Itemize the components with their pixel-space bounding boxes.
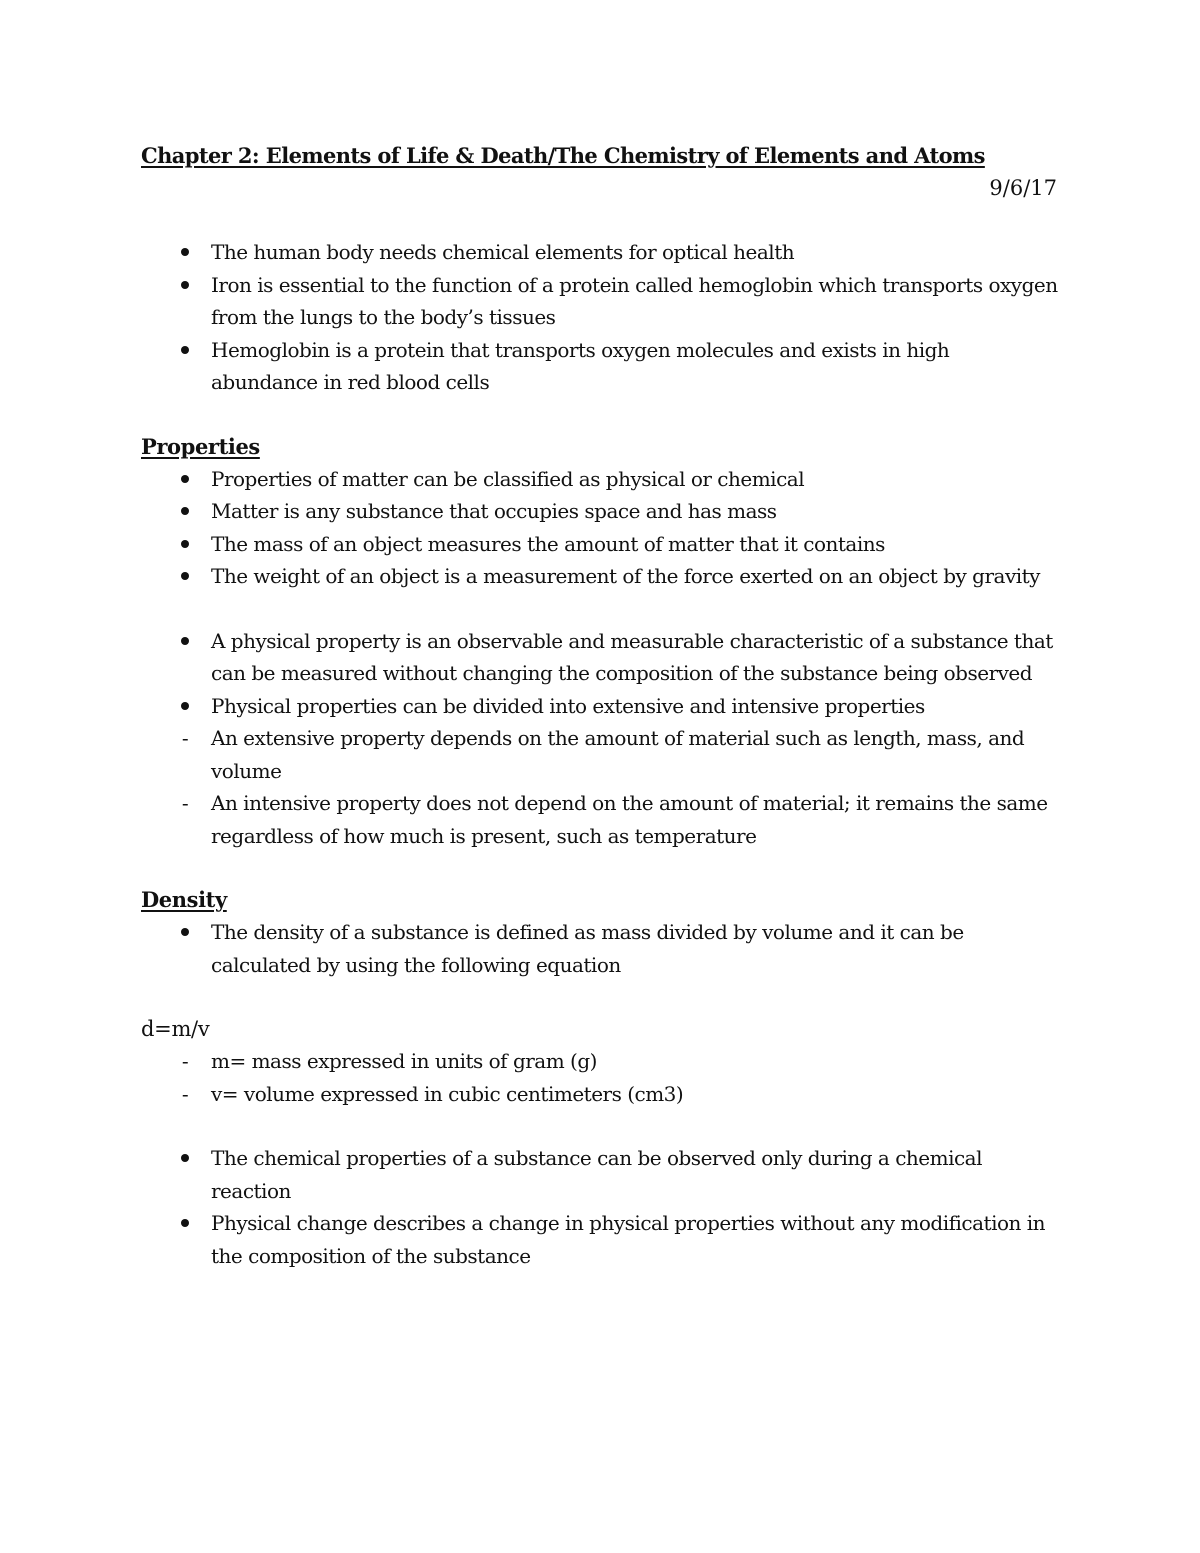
intro-list [141, 236, 1059, 399]
bullet-icon [175, 334, 195, 367]
list-item-text: The weight of an object is a measurement of the force exerted on an object by gravity [211, 564, 1040, 588]
list-item [141, 1207, 1059, 1272]
list-item [141, 1045, 1059, 1078]
spacer [141, 1110, 1059, 1142]
bullet-icon [175, 528, 195, 561]
dash-icon: - [181, 791, 189, 815]
bullet-icon [175, 1207, 195, 1240]
list-item-text: Physical properties can be divided into extensive and intensive properties [211, 693, 925, 718]
list-item-text: Properties of matter can be classified as physical or chemical [211, 466, 805, 491]
list-item-text: Iron is essential to the function of a protein called hemoglobin which transports oxygen from the lungs to the body’s tissues [211, 272, 1058, 329]
section-heading-properties: Properties [141, 433, 260, 459]
properties-list-a [141, 463, 1059, 593]
bullet-icon [175, 495, 195, 528]
spacer [141, 593, 1059, 625]
list-item [141, 560, 1059, 593]
density-list-b [141, 1142, 1059, 1272]
list-item [141, 463, 1059, 496]
list-item [141, 787, 1059, 852]
density-variables [141, 1045, 1059, 1110]
document-date: 9/6/17 [989, 176, 1057, 200]
density-equation: d=m/v [141, 1017, 210, 1041]
list-item [141, 334, 1059, 399]
list-item-text: The density of a substance is defined as mass divided by volume and it can be calculated by using the following equation [211, 920, 964, 977]
list-item-text: A physical property is an observable and measurable characteristic of a substance that can be measured without changing the composition of the substance being observed [211, 628, 1053, 685]
section-heading-density: Density [141, 887, 227, 912]
list-item [141, 625, 1059, 690]
list-item-text: The mass of an object measures the amount of matter that it contains [211, 531, 885, 556]
properties-list-b [141, 625, 1059, 853]
bullet-icon [175, 916, 195, 949]
list-item [141, 916, 1059, 981]
list-item [141, 690, 1059, 723]
dash-icon: - [181, 1049, 189, 1073]
bullet-icon [175, 560, 195, 593]
document-page [141, 140, 1059, 1272]
list-item [141, 236, 1059, 269]
document-title: Chapter 2: Elements of Life & Death/The Chemistry of Elements and Atoms [141, 143, 985, 168]
list-item [141, 269, 1059, 334]
bullet-icon [175, 690, 195, 723]
spacer [141, 204, 1059, 236]
list-item-text: v= volume expressed in cubic centimeters (cm3) [211, 1081, 684, 1106]
density-list-a [141, 916, 1059, 981]
list-item-text: The human body needs chemical elements for optical health [211, 240, 795, 264]
dash-icon: - [181, 1081, 189, 1106]
list-item-text: m= mass expressed in units of gram (g) [211, 1049, 597, 1073]
list-item-text: Hemoglobin is a protein that transports oxygen molecules and exists in high abundance in red blood cells [211, 337, 950, 394]
bullet-icon [175, 1142, 195, 1175]
list-item-text: Physical change describes a change in physical properties without any modification in the composition of the substance [211, 1211, 1046, 1268]
list-item [141, 495, 1059, 528]
spacer [141, 399, 1059, 431]
list-item [141, 1142, 1059, 1207]
list-item-text: The chemical properties of a substance can be observed only during a chemical reaction [211, 1146, 982, 1203]
bullet-icon [175, 236, 195, 269]
bullet-icon [175, 269, 195, 302]
spacer [141, 981, 1059, 1013]
spacer [141, 852, 1059, 884]
list-item [141, 722, 1059, 787]
list-item [141, 1078, 1059, 1111]
list-item-text: An intensive property does not depend on the amount of material; it remains the same regardless of how much is present, such as temperature [211, 791, 1048, 848]
list-item-text: An extensive property depends on the amount of material such as length, mass, and volume [211, 726, 1025, 783]
bullet-icon [175, 463, 195, 496]
list-item [141, 528, 1059, 561]
bullet-icon [175, 625, 195, 658]
list-item-text: Matter is any substance that occupies space and has mass [211, 499, 777, 523]
dash-icon: - [181, 726, 189, 750]
